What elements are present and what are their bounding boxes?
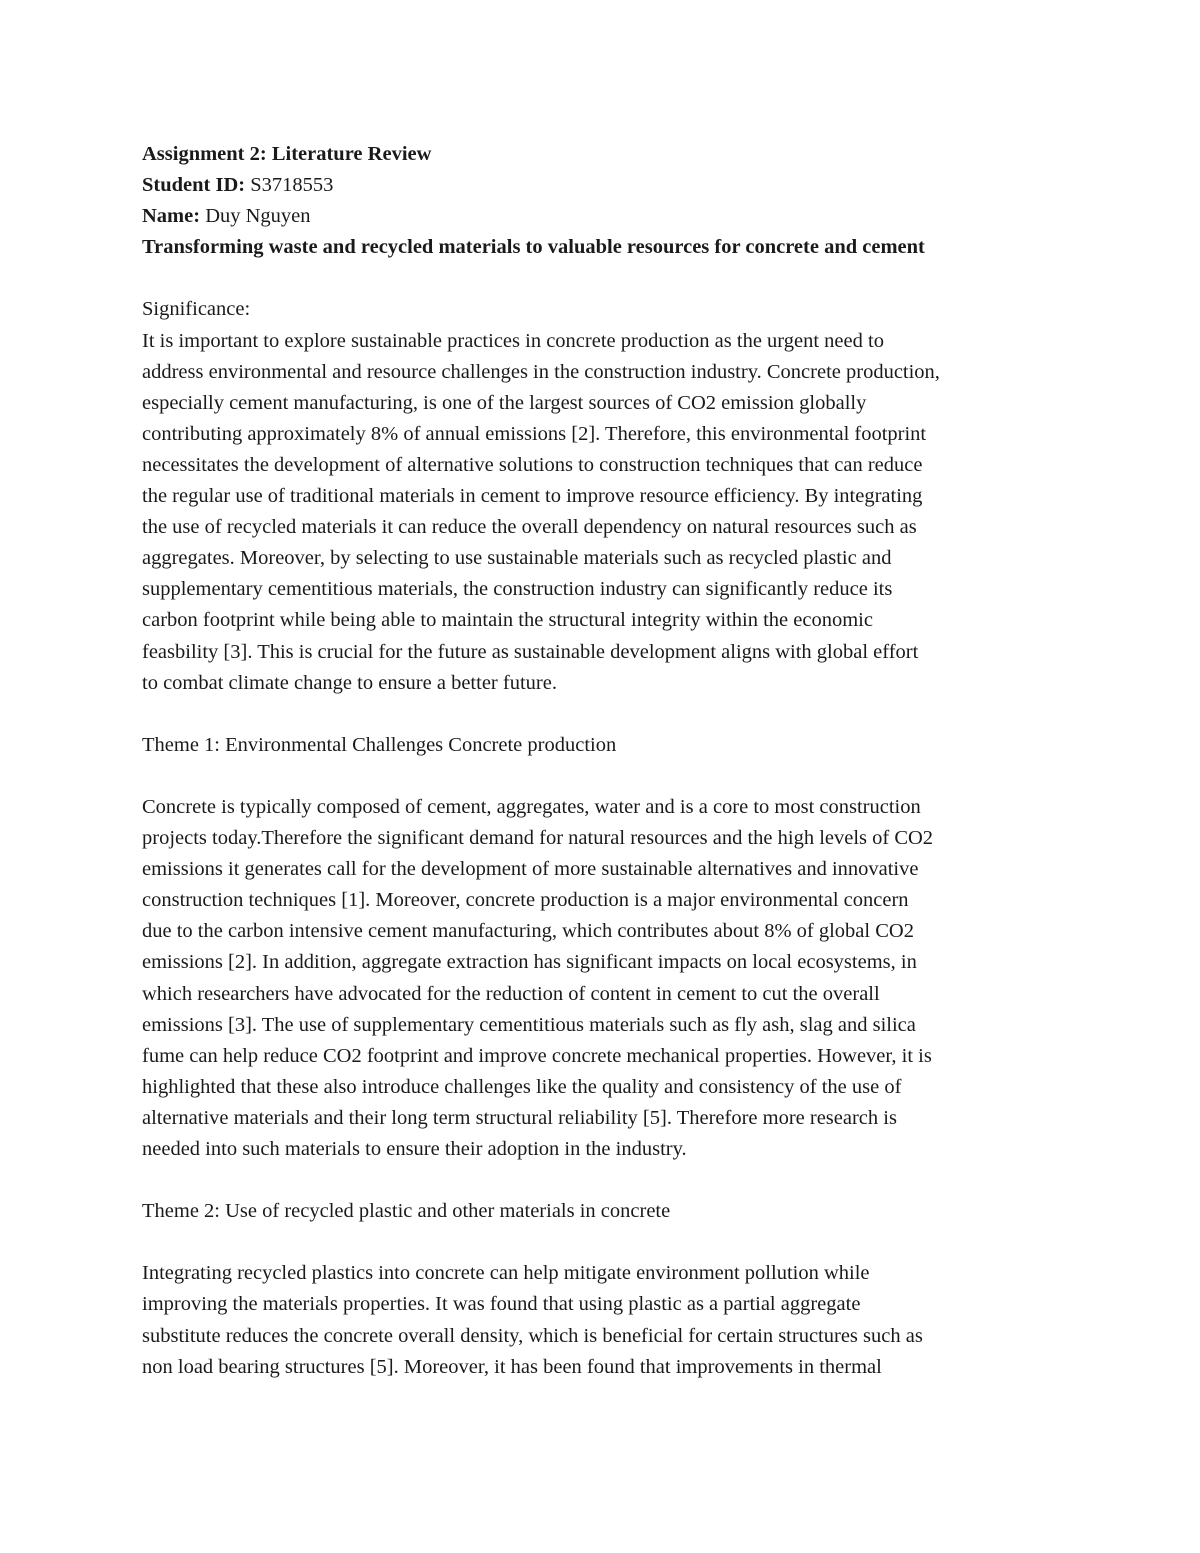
- text-line: construction techniques [1]. Moreover, concrete production is a major environmental concern: [142, 889, 909, 912]
- text-line: substitute reduces the concrete overall density, which is beneficial for certain structures such as: [142, 1324, 923, 1347]
- text-line: emissions it generates call for the development of more sustainable alternatives and innovative: [142, 858, 919, 881]
- text-line: Integrating recycled plastics into concrete can help mitigate environment pollution while: [142, 1262, 870, 1285]
- significance-paragraph: [142, 326, 1062, 699]
- text-line: especially cement manufacturing, is one of the largest sources of CO2 emission globally: [142, 391, 867, 414]
- theme2-heading: Theme 2: Use of recycled plastic and other materials in concrete: [142, 1200, 671, 1223]
- text-line: necessitates the development of alternative solutions to construction techniques that can reduce: [142, 453, 923, 476]
- text-line: carbon footprint while being able to maintain the structural integrity within the economic: [142, 609, 873, 632]
- name-value: Duy Nguyen: [205, 205, 311, 228]
- blank-line: [142, 263, 1062, 294]
- text-line: Concrete is typically composed of cement, aggregates, water and is a core to most construction: [142, 795, 921, 818]
- name-label: Name:: [142, 205, 201, 228]
- text-line: It is important to explore sustainable practices in concrete production as the urgent need to: [142, 329, 884, 352]
- text-line: emissions [3]. The use of supplementary cementitious materials such as fly ash, slag and silica: [142, 1013, 916, 1036]
- text-line: the use of recycled materials it can reduce the overall dependency on natural resources such as: [142, 516, 917, 539]
- text-line: feasbility [3]. This is crucial for the future as sustainable development aligns with global effort: [142, 640, 919, 663]
- theme1-heading: Theme 1: Environmental Challenges Concrete production: [142, 733, 617, 756]
- text-line: improving the materials properties. It was found that using plastic as a partial aggregate: [142, 1293, 861, 1316]
- text-line: fume can help reduce CO2 footprint and improve concrete mechanical properties. However, it is: [142, 1044, 932, 1067]
- text-line: the regular use of traditional materials in cement to improve resource efficiency. By integrating: [142, 485, 923, 508]
- text-line: alternative materials and their long term structural reliability [5]. Therefore more research is: [142, 1106, 897, 1129]
- significance-heading: Significance:: [142, 298, 251, 321]
- name-line: [142, 201, 1062, 232]
- blank-line: [142, 1227, 1062, 1258]
- blank-line: [142, 1165, 1062, 1196]
- text-line: which researchers have advocated for the reduction of content in cement to cut the overall: [142, 982, 880, 1005]
- assignment-title: Assignment 2: Literature Review: [142, 143, 432, 165]
- theme1-paragraph: [142, 792, 1062, 1165]
- student-id-value: S3718553: [250, 174, 334, 197]
- text-line: needed into such materials to ensure their adoption in the industry.: [142, 1138, 687, 1160]
- blank-line: [142, 699, 1062, 730]
- text-line: to combat climate change to ensure a better future.: [142, 671, 557, 694]
- text-line: address environmental and resource challenges in the construction industry. Concrete production,: [142, 360, 940, 383]
- paper-title: Transforming waste and recycled materials to valuable resources for concrete and cement: [142, 236, 925, 259]
- text-line: emissions [2]. In addition, aggregate extraction has significant impacts on local ecosystems, in: [142, 951, 917, 974]
- student-id-line: [142, 170, 1062, 201]
- theme2-paragraph: [142, 1258, 1062, 1382]
- text-line: supplementary cementitious materials, the construction industry can significantly reduce its: [142, 578, 893, 601]
- text-line: contributing approximately 8% of annual emissions [2]. Therefore, this environmental footprint: [142, 422, 927, 445]
- text-line: non load bearing structures [5]. Moreover, it has been found that improvements in thermal: [142, 1355, 882, 1378]
- student-id-label: Student ID:: [142, 174, 246, 197]
- document-page: [142, 139, 1062, 1383]
- text-line: due to the carbon intensive cement manufacturing, which contributes about 8% of global CO2: [142, 920, 914, 943]
- text-line: aggregates. Moreover, by selecting to use sustainable materials such as recycled plastic and: [142, 547, 892, 570]
- blank-line: [142, 761, 1062, 792]
- text-line: projects today.Therefore the significant demand for natural resources and the high levels of CO2: [142, 827, 934, 850]
- text-line: highlighted that these also introduce challenges like the quality and consistency of the use of: [142, 1075, 902, 1098]
